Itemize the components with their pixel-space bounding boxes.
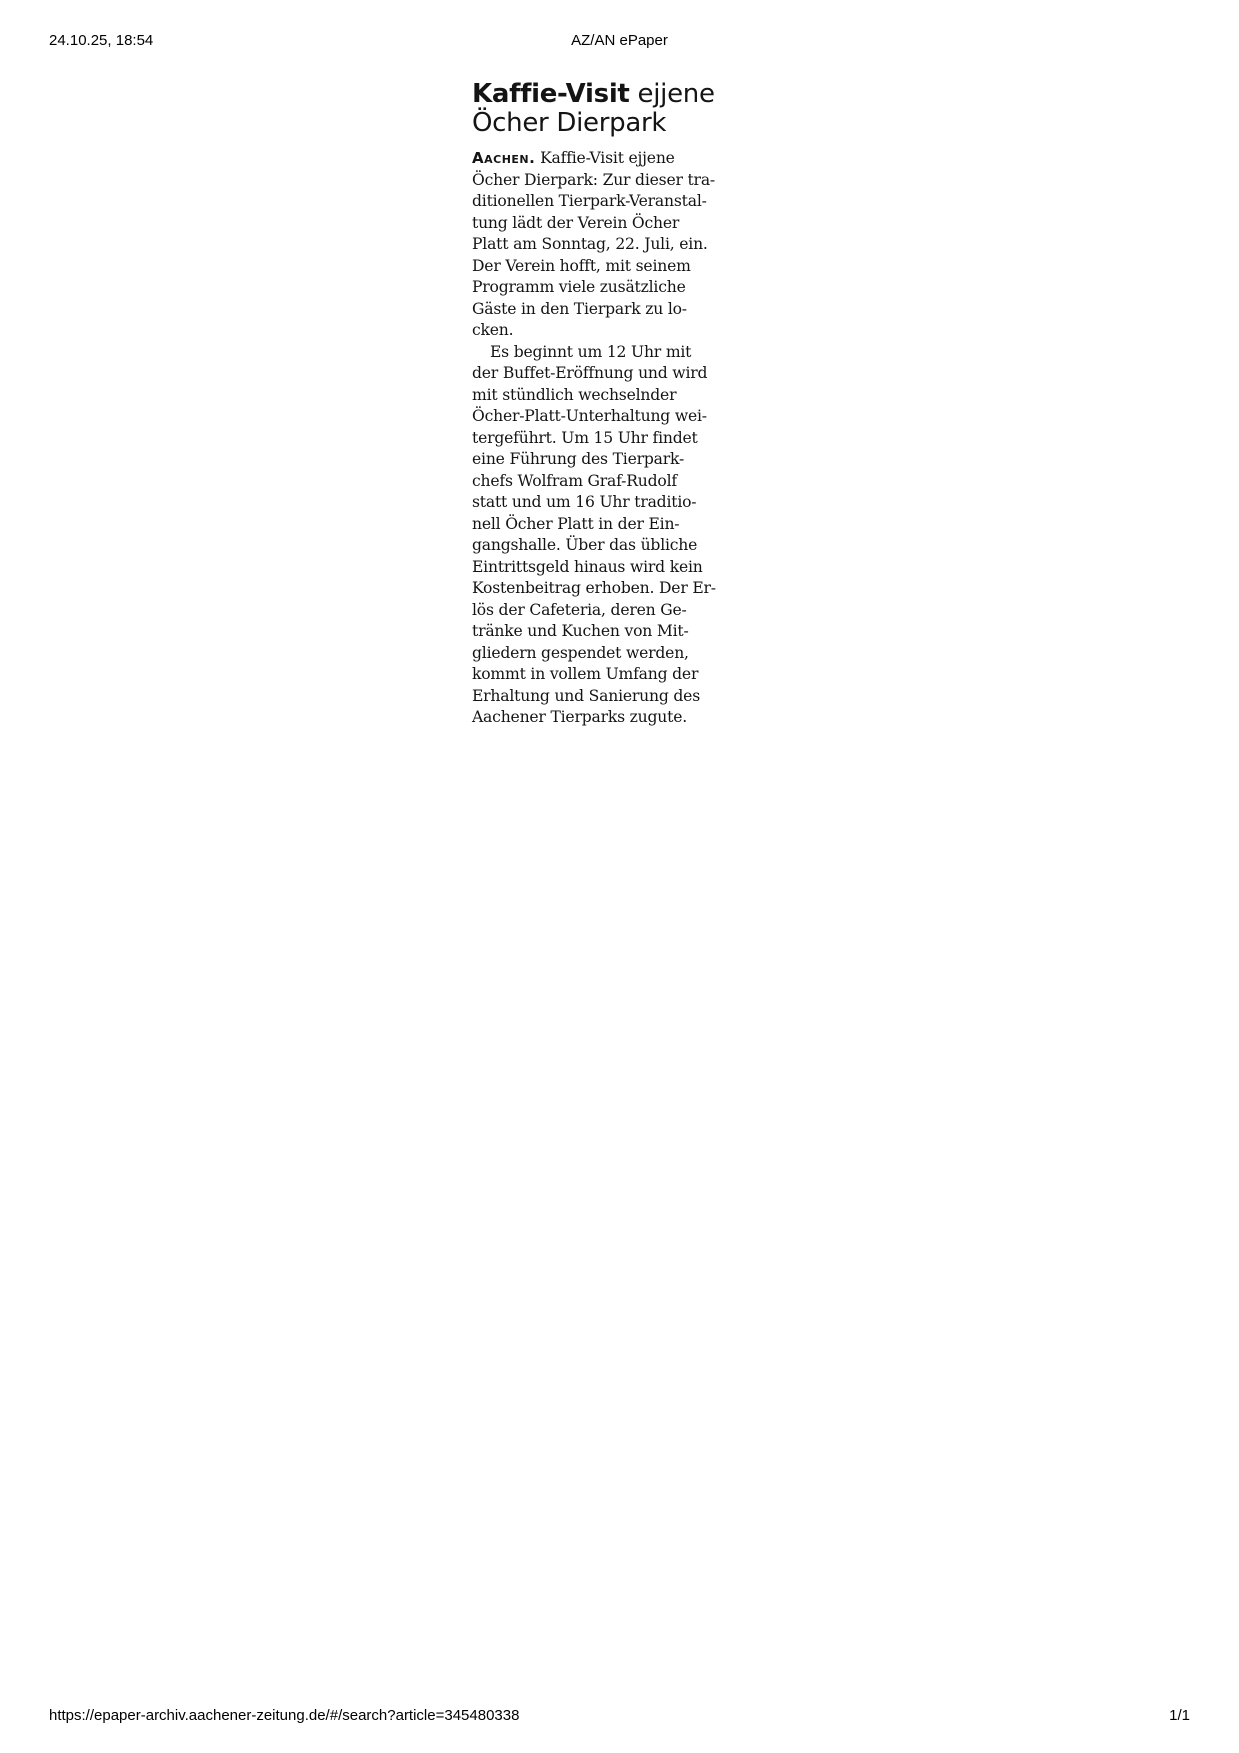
body-line: Öcher-Platt-Unterhaltung wei- (472, 407, 707, 425)
body-line: lös der Cafeteria, deren Ge- (472, 600, 687, 619)
body-line: tung lädt der Verein Öcher (472, 213, 680, 232)
body-line: Erhaltung und Sanierung des (472, 686, 701, 705)
headline-line-2: Öcher Dierpark (472, 108, 667, 138)
body-line: Aachen. Kaffie-Visit ejjene (472, 149, 675, 167)
body-line: kommt in vollem Umfang der (472, 665, 699, 683)
body-line: Gäste in den Tierpark zu lo- (472, 299, 687, 318)
body-line: Aachener Tierparks zugute. (472, 708, 687, 726)
body-line: Es beginnt um 12 Uhr mit (490, 342, 692, 361)
body-line: mit stündlich wechselnder (472, 385, 677, 404)
article (472, 80, 762, 729)
dateline: Aachen. (472, 149, 536, 167)
body-line: statt und um 16 Uhr traditio- (472, 493, 697, 511)
print-page-number: 1/1 (1169, 1707, 1190, 1724)
body-line: nell Öcher Platt in der Ein- (472, 514, 680, 533)
body-line: gliedern gespendet werden, (472, 643, 689, 662)
print-datetime: 24.10.25, 18:54 (49, 32, 154, 49)
article-headline (472, 80, 762, 138)
headline-normal-part: ejjene (629, 79, 715, 109)
body-line: Platt am Sonntag, 22. Juli, ein. (472, 235, 708, 253)
body-line: Öcher Dierpark: Zur dieser tra- (472, 170, 715, 189)
body-line: Kostenbeitrag erhoben. Der Er- (472, 579, 716, 597)
body-line: der Buffet-Eröffnung und wird (472, 364, 708, 382)
body-line: ditionellen Tierpark-Veranstal- (472, 192, 707, 210)
print-source-url: https://epaper-archiv.aachener-zeitung.de/#/search?article=345480338 (49, 1707, 520, 1724)
body-line: tränke und Kuchen von Mit- (472, 622, 689, 640)
headline-bold-part: Kaffie-Visit (472, 79, 630, 109)
body-line: gangshalle. Über das übliche (472, 536, 698, 554)
body-line: chefs Wolfram Graf-Rudolf (472, 471, 677, 490)
body-line: Programm viele zusätzliche (472, 278, 686, 296)
article-body (472, 148, 762, 729)
print-page-title: AZ/AN ePaper (571, 32, 668, 49)
body-line: Der Verein hofft, mit seinem (472, 256, 691, 275)
body-line: cken. (472, 321, 514, 339)
body-line: eine Führung des Tierpark- (472, 450, 685, 468)
body-line: tergeführt. Um 15 Uhr findet (472, 428, 698, 447)
body-line: Eintrittsgeld hinaus wird kein (472, 557, 703, 576)
